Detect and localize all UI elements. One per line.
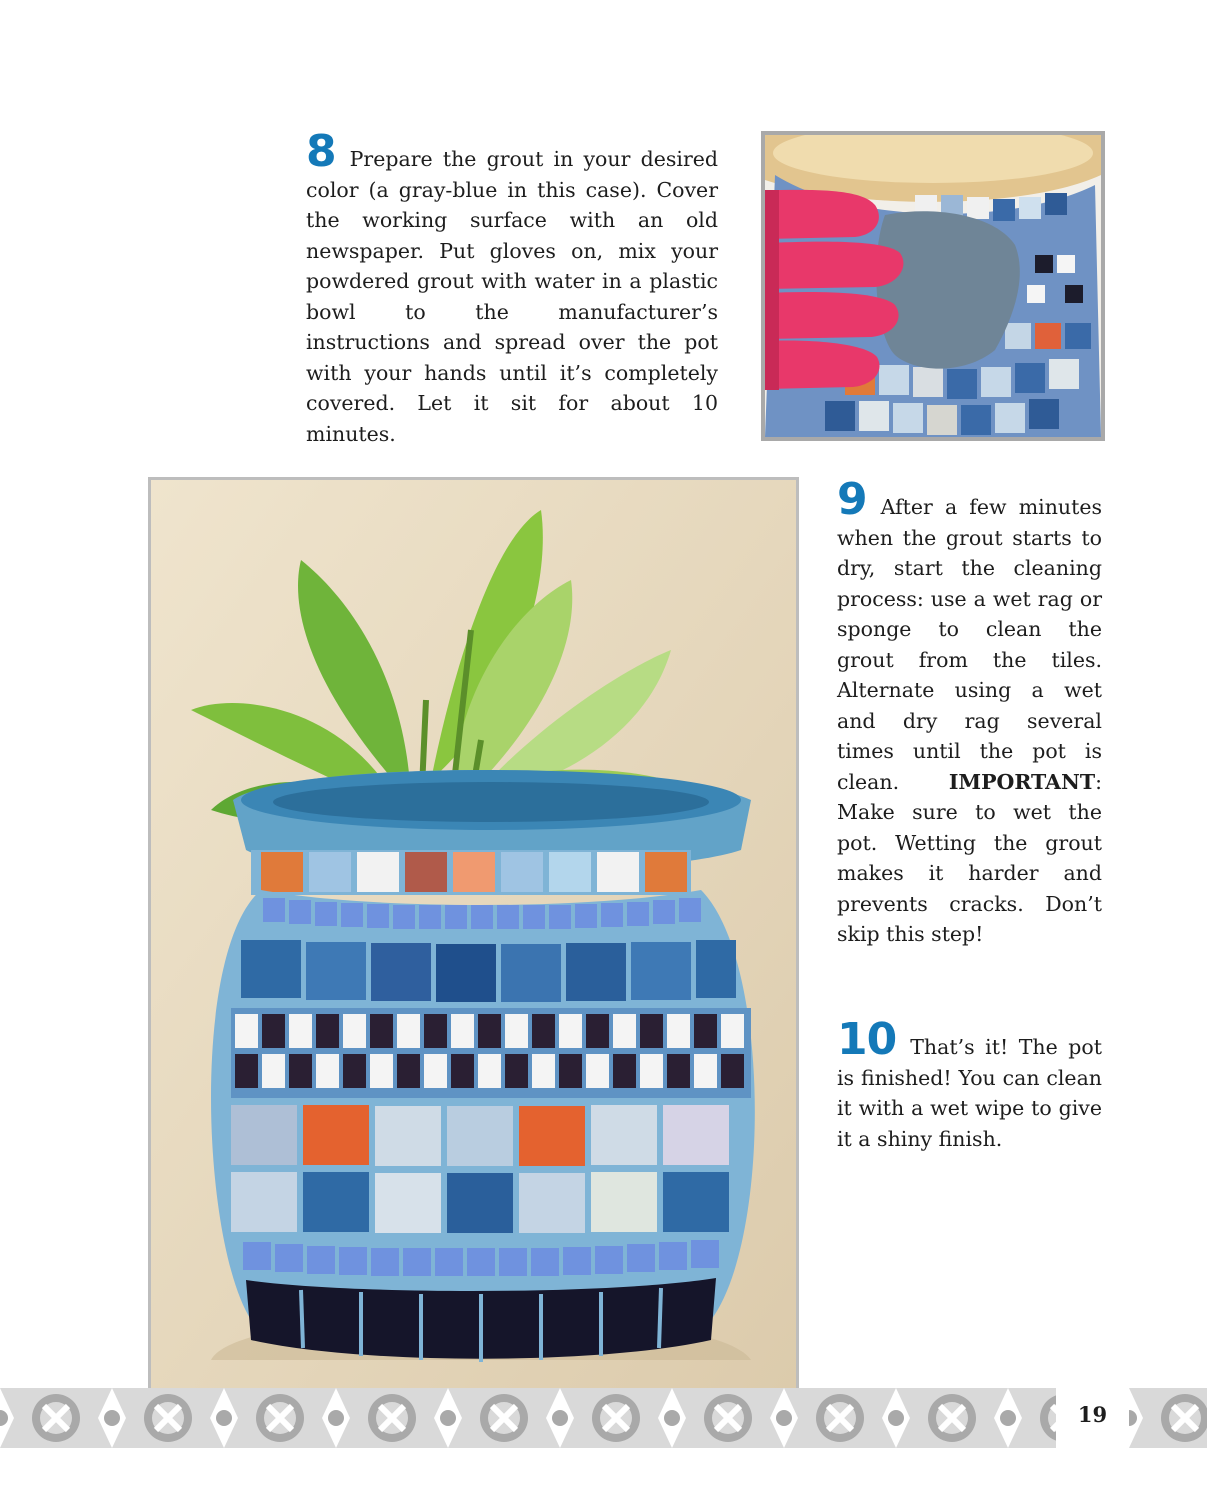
photo-finished-mosaic-pot xyxy=(148,477,799,1392)
page-number: 19 xyxy=(1077,1402,1108,1427)
step-8-text: Prepare the grout in your desired color (a gray-blue in this case). Cover the working surface with an old newspaper. Put gloves on, mix your powdered grout with water in a plastic bowl to the manufacturer’s instructions and spread over the pot with your hands until it’s completely covered. Let it sit for about 10 minutes. xyxy=(306,147,718,446)
step-10 xyxy=(837,1014,1102,1154)
footer-ornament-band-right xyxy=(1129,1388,1207,1448)
step-10-text: That’s it! The pot is finished! You can clean it with a wet wipe to give it a shiny finish. xyxy=(837,1035,1102,1151)
step-10-number: 10 xyxy=(837,1014,897,1065)
step-8-number: 8 xyxy=(306,126,336,177)
footer-ornament-band xyxy=(0,1388,1056,1448)
step-8 xyxy=(306,126,718,449)
step-9-text-before: After a few minutes when the grout starts to dry, start the cleaning process: use a wet rag or sponge to clean the grout from the tiles. Alternate using a wet and dry rag several times until the pot is clean. xyxy=(837,495,1102,794)
step-9-important: IMPORTANT xyxy=(948,769,1096,794)
step-9-text-after: : Make sure to wet the pot. Wetting the grout makes it harder and prevents cracks. Don’t skip this step! xyxy=(837,769,1102,946)
step-9-number: 9 xyxy=(837,474,867,525)
step-9 xyxy=(837,474,1102,950)
photo-applying-grout xyxy=(761,131,1105,441)
